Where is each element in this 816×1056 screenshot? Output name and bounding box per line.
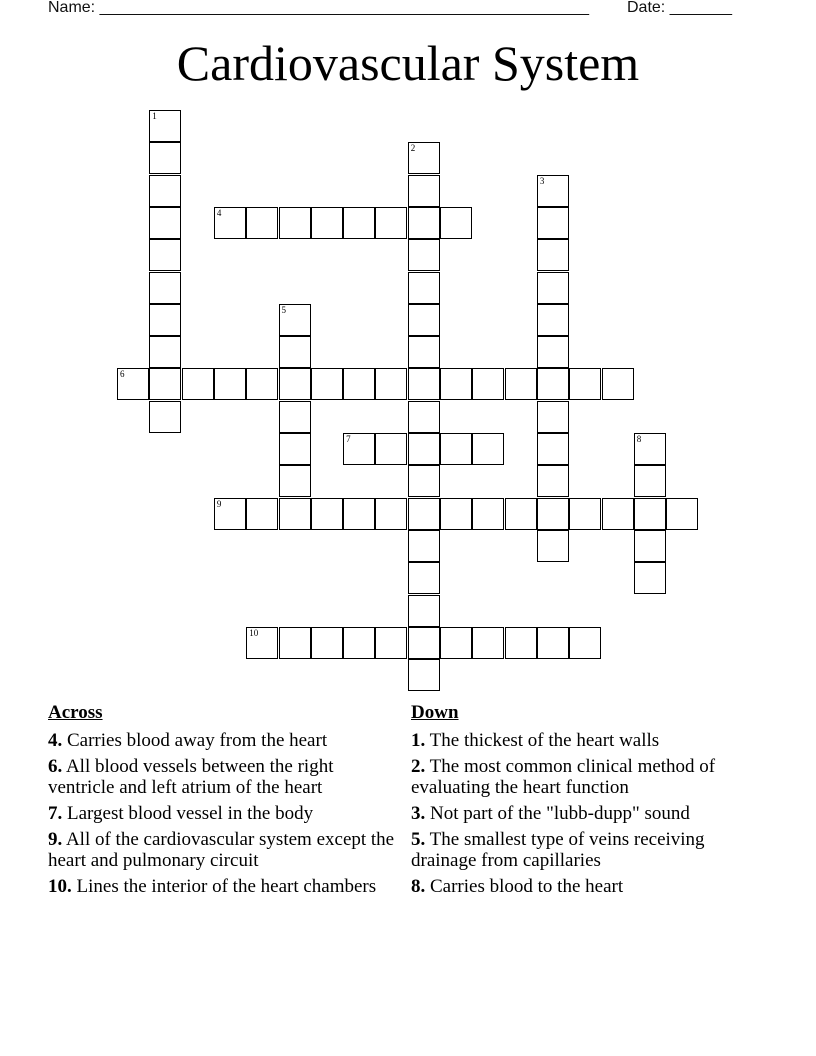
crossword-cell[interactable] <box>149 401 181 433</box>
crossword-cell[interactable] <box>279 627 311 659</box>
crossword-cell[interactable] <box>279 207 311 239</box>
crossword-cell[interactable] <box>408 433 440 465</box>
crossword-cell[interactable] <box>408 562 440 594</box>
clue-number: 6. <box>48 756 63 777</box>
crossword-cell[interactable] <box>537 433 569 465</box>
clue-text: Carries blood away from the heart <box>67 730 328 751</box>
crossword-cell[interactable] <box>343 207 375 239</box>
clue-down-3 <box>411 803 771 824</box>
crossword-cell[interactable] <box>537 239 569 271</box>
crossword-cell[interactable] <box>408 142 440 174</box>
crossword-cell[interactable] <box>311 368 343 400</box>
crossword-cell[interactable] <box>149 239 181 271</box>
crossword-cell[interactable] <box>537 498 569 530</box>
clue-text: Largest blood vessel in the body <box>67 803 314 824</box>
crossword-cell[interactable] <box>182 368 214 400</box>
clue-number-label: 4 <box>216 207 222 218</box>
crossword-cell[interactable] <box>149 304 181 336</box>
clue-number-label: 6 <box>120 369 125 380</box>
crossword-cell[interactable] <box>408 207 440 239</box>
crossword-cell[interactable] <box>279 433 311 465</box>
crossword-cell[interactable] <box>408 659 440 691</box>
clue-number-label: 1 <box>152 111 157 121</box>
crossword-cell[interactable] <box>246 207 278 239</box>
crossword-cell[interactable] <box>537 175 569 207</box>
crossword-cell[interactable] <box>569 627 601 659</box>
crossword-cell[interactable] <box>408 175 440 207</box>
clue-number: 3. <box>411 803 426 824</box>
crossword-cell[interactable] <box>149 272 181 304</box>
crossword-cell[interactable] <box>634 562 666 594</box>
clue-number: 1. <box>411 730 426 751</box>
clue-down-1 <box>411 730 771 751</box>
crossword-cell[interactable] <box>537 304 569 336</box>
clue-down-8 <box>411 876 771 897</box>
crossword-cell[interactable] <box>375 627 407 659</box>
clue-down-5 <box>411 829 771 871</box>
crossword-cell[interactable] <box>343 498 375 530</box>
crossword-cell[interactable] <box>537 401 569 433</box>
crossword-cell[interactable] <box>279 304 311 336</box>
crossword-cell[interactable] <box>472 433 504 465</box>
clue-text: The thickest of the heart walls <box>429 730 660 751</box>
across-clues <box>48 702 398 902</box>
clue-number: 4. <box>48 730 63 751</box>
crossword-cell[interactable] <box>246 368 278 400</box>
crossword-cell[interactable] <box>408 401 440 433</box>
crossword-cell[interactable] <box>279 498 311 530</box>
crossword-cell[interactable] <box>569 368 601 400</box>
crossword-cell[interactable] <box>149 110 181 142</box>
clue-number-label: 5 <box>281 304 286 315</box>
crossword-cell[interactable] <box>408 336 440 368</box>
crossword-cell[interactable] <box>537 530 569 562</box>
crossword-cell[interactable] <box>149 207 181 239</box>
crossword-cell[interactable] <box>214 498 246 530</box>
clue-across-9 <box>48 829 398 871</box>
crossword-cell[interactable] <box>505 627 537 659</box>
crossword-cell[interactable] <box>666 498 698 530</box>
crossword-cell[interactable] <box>343 368 375 400</box>
clue-text: The smallest type of veins receiving drainage from capillaries <box>411 829 705 871</box>
down-heading: Down <box>411 702 459 723</box>
clue-number-label: 8 <box>636 434 642 444</box>
crossword-cell[interactable] <box>214 368 246 400</box>
crossword-cell[interactable] <box>149 175 181 207</box>
page-title: Cardiovascular System <box>176 35 640 91</box>
clue-across-6 <box>48 756 398 798</box>
crossword-cell[interactable] <box>343 433 375 465</box>
clue-number-label: 3 <box>539 175 545 186</box>
crossword-cell[interactable] <box>602 368 634 400</box>
clue-number: 7. <box>48 803 63 824</box>
crossword-cell[interactable] <box>279 401 311 433</box>
crossword-cell[interactable] <box>505 368 537 400</box>
clue-across-10 <box>48 876 398 897</box>
crossword-cell[interactable] <box>149 368 181 400</box>
crossword-cell[interactable] <box>440 433 472 465</box>
clue-text: All blood vessels between the right ventricle and left atrium of the heart <box>48 756 334 798</box>
crossword-cell[interactable] <box>440 368 472 400</box>
crossword-cell[interactable] <box>440 627 472 659</box>
crossword-cell[interactable] <box>408 530 440 562</box>
crossword-cell[interactable] <box>279 465 311 497</box>
crossword-cell[interactable] <box>408 595 440 627</box>
crossword-cell[interactable] <box>634 530 666 562</box>
clue-across-4 <box>48 730 398 751</box>
crossword-cell[interactable] <box>634 465 666 497</box>
crossword-cell[interactable] <box>408 272 440 304</box>
crossword-cell[interactable] <box>246 498 278 530</box>
clue-text: Carries blood to the heart <box>430 876 624 897</box>
down-clues <box>411 702 771 902</box>
name-field-label: Name: _______________________________________________________ <box>48 0 589 16</box>
crossword-cell[interactable] <box>472 498 504 530</box>
clue-number: 9. <box>48 829 63 850</box>
crossword-cell[interactable] <box>634 433 666 465</box>
clue-text: The most common clinical method of evaluating the heart function <box>411 756 716 798</box>
crossword-cell[interactable] <box>537 627 569 659</box>
crossword-cell[interactable] <box>311 498 343 530</box>
clue-text: All of the cardiovascular system except the heart and pulmonary circuit <box>48 829 395 871</box>
clue-across-7 <box>48 803 398 824</box>
crossword-cell[interactable] <box>214 207 246 239</box>
crossword-cell[interactable] <box>505 498 537 530</box>
clue-number-label: 7 <box>346 434 351 444</box>
crossword-cell[interactable] <box>537 207 569 239</box>
clue-text: Lines the interior of the heart chambers <box>76 876 377 897</box>
crossword-cell[interactable] <box>408 465 440 497</box>
clue-number-label: 2 <box>410 143 416 154</box>
crossword-cell[interactable] <box>472 368 504 400</box>
crossword-cell[interactable] <box>440 207 472 239</box>
crossword-cell[interactable] <box>375 498 407 530</box>
date-field-label: Date: _______ <box>627 0 732 16</box>
crossword-cell[interactable] <box>375 207 407 239</box>
crossword-cell[interactable] <box>537 336 569 368</box>
crossword-cell[interactable] <box>408 368 440 400</box>
crossword-cell[interactable] <box>311 207 343 239</box>
clue-number-label: 9 <box>216 498 222 509</box>
crossword-cell[interactable] <box>537 368 569 400</box>
clue-number-label: 10 <box>249 627 259 638</box>
crossword-cell[interactable] <box>440 498 472 530</box>
crossword-cell[interactable] <box>537 272 569 304</box>
clue-number: 10. <box>48 876 72 897</box>
crossword-cell[interactable] <box>311 627 343 659</box>
crossword-cell[interactable] <box>408 498 440 530</box>
crossword-cell[interactable] <box>408 239 440 271</box>
crossword-cell[interactable] <box>375 368 407 400</box>
clue-text: Not part of the "lubb-dupp" sound <box>430 803 690 824</box>
clue-number: 2. <box>411 756 426 777</box>
crossword-cell[interactable] <box>149 336 181 368</box>
crossword-cell[interactable] <box>117 368 149 400</box>
clue-number: 5. <box>411 829 426 850</box>
clue-number: 8. <box>411 876 426 897</box>
crossword-cell[interactable] <box>246 627 278 659</box>
crossword-cell[interactable] <box>408 627 440 659</box>
crossword-cell[interactable] <box>343 627 375 659</box>
crossword-cell[interactable] <box>279 368 311 400</box>
crossword-cell[interactable] <box>537 465 569 497</box>
crossword-cell[interactable] <box>279 336 311 368</box>
crossword-cell[interactable] <box>375 433 407 465</box>
clue-down-2 <box>411 756 771 798</box>
crossword-cell[interactable] <box>408 304 440 336</box>
crossword-cell[interactable] <box>149 142 181 174</box>
crossword-cell[interactable] <box>472 627 504 659</box>
crossword-cell[interactable] <box>602 498 634 530</box>
across-heading: Across <box>48 702 103 723</box>
crossword-cell[interactable] <box>634 498 666 530</box>
crossword-cell[interactable] <box>569 498 601 530</box>
